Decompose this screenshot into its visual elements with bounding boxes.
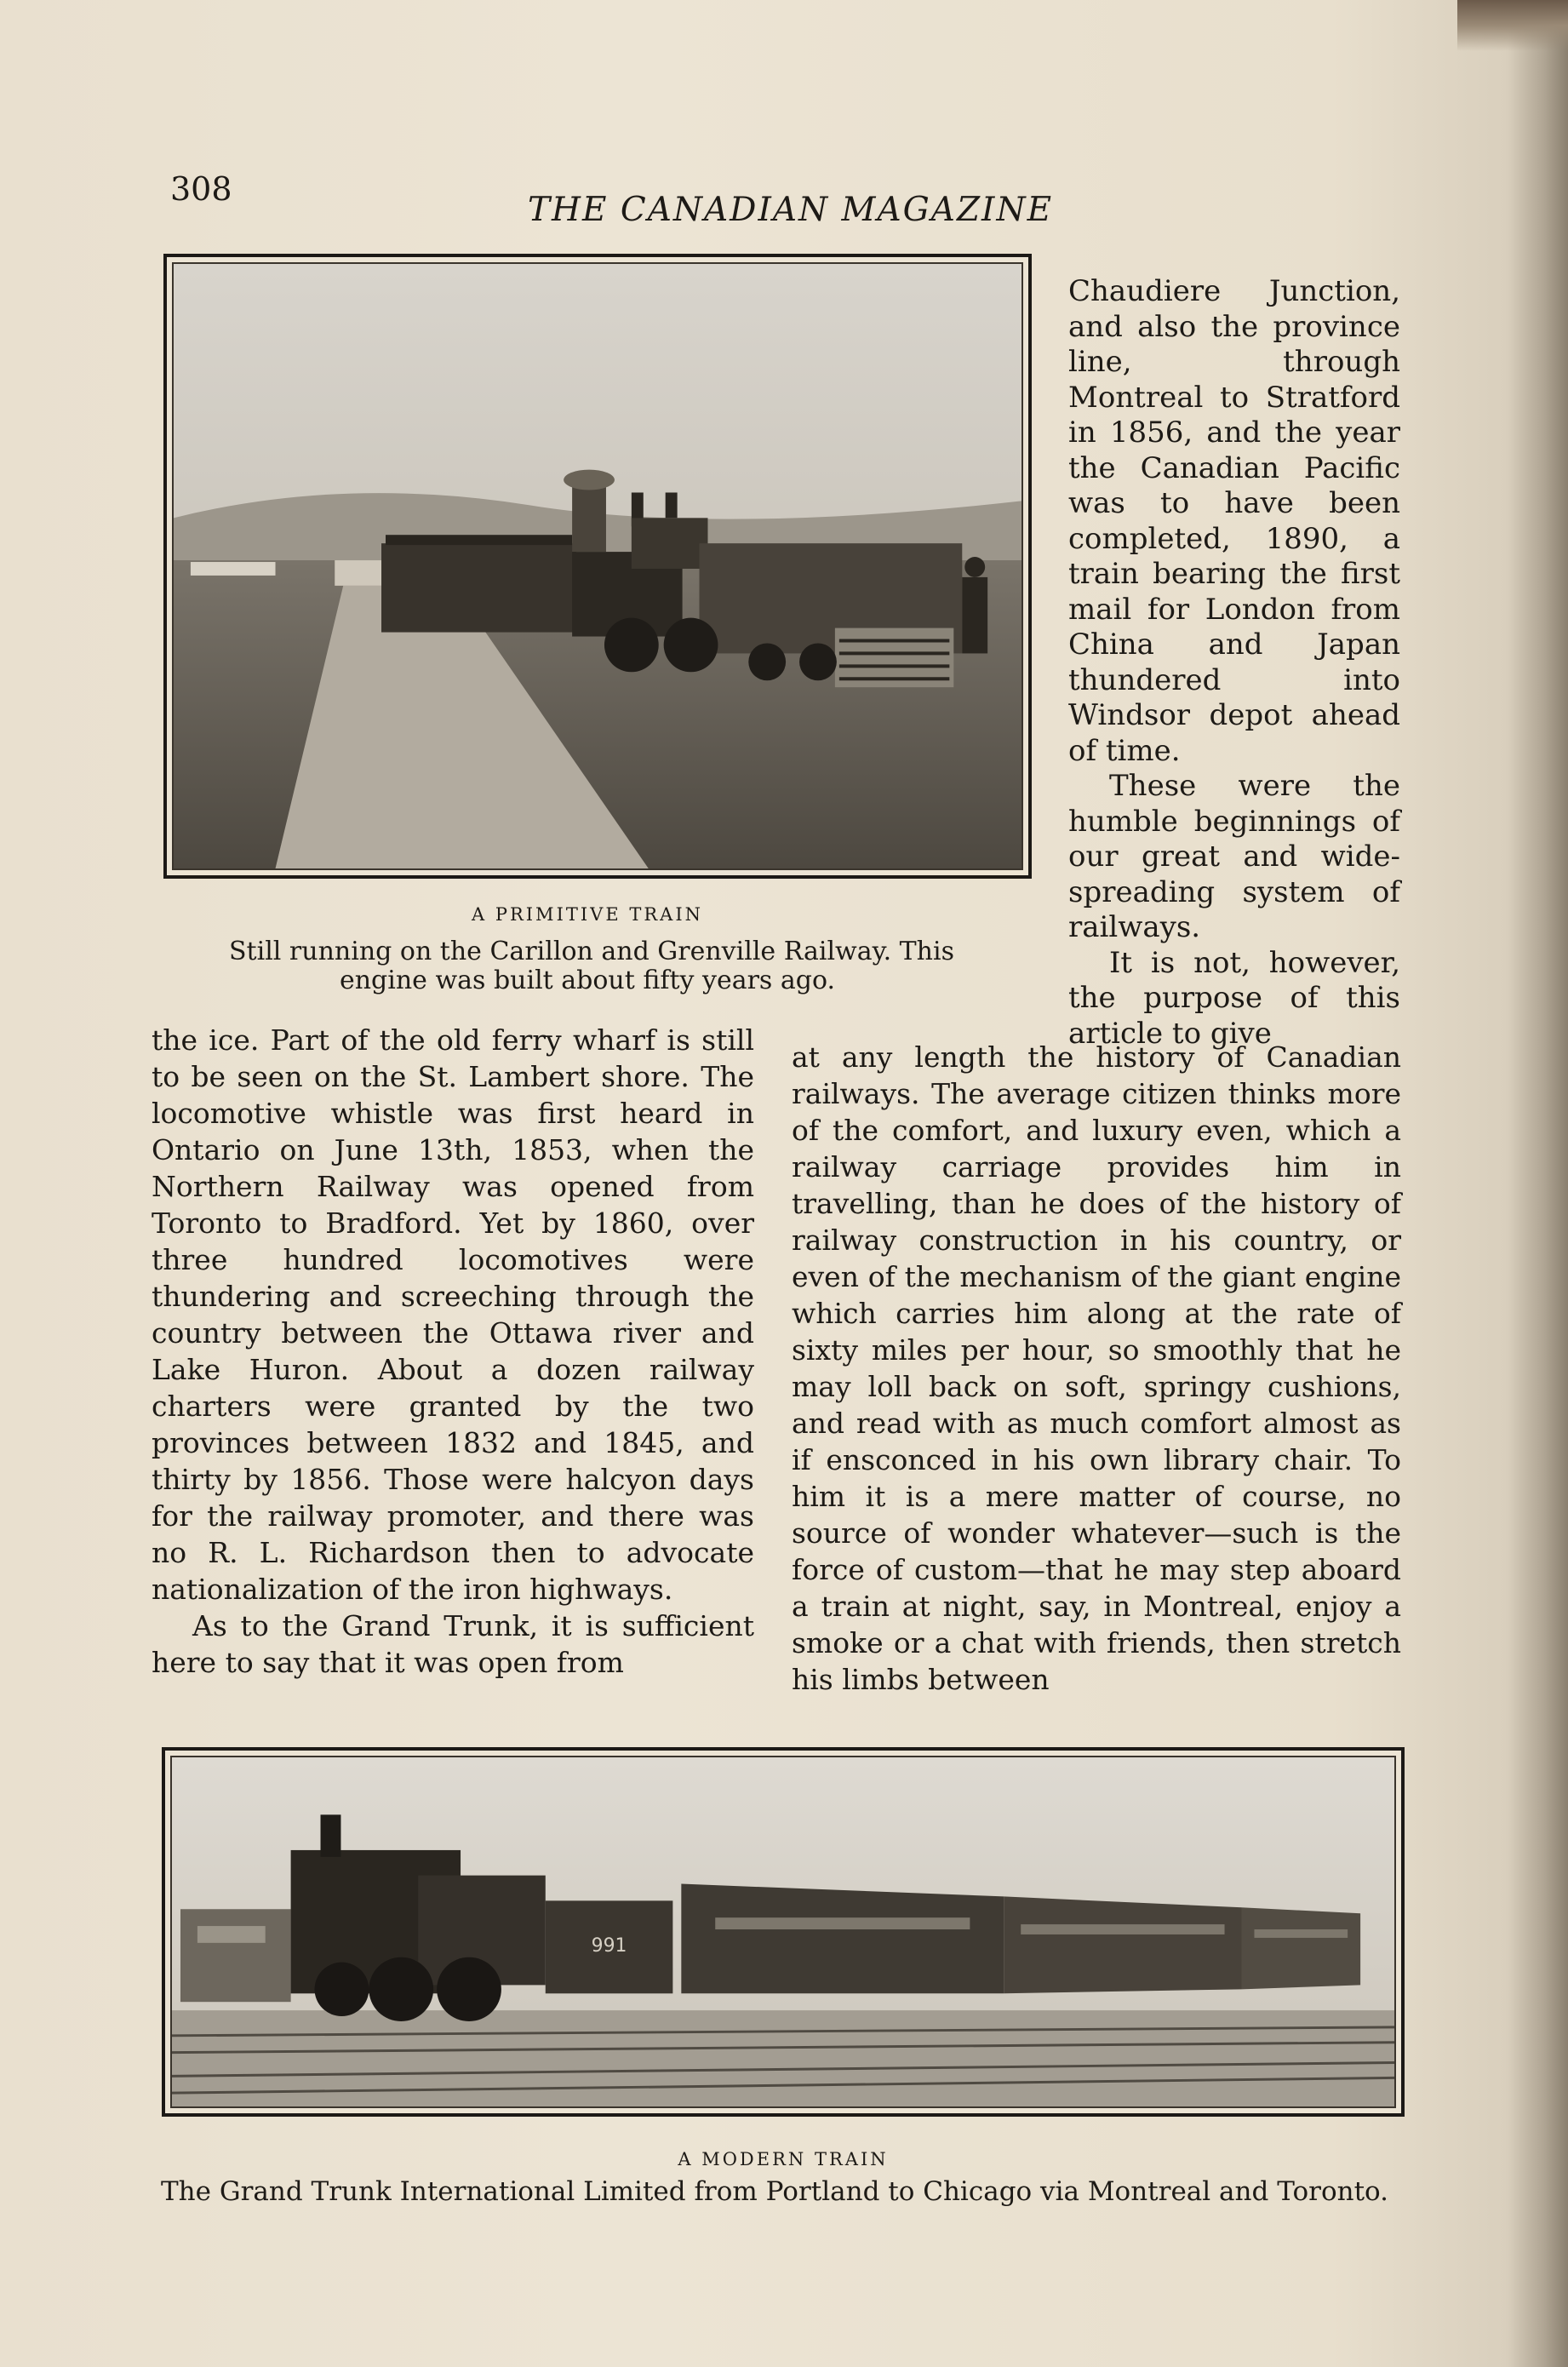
primitive-train-caption-title: A PRIMITIVE TRAIN — [471, 904, 703, 925]
modern-train-photo — [162, 1747, 1405, 2117]
book-edge — [1457, 0, 1568, 51]
paragraph: the ice. Part of the old ferry wharf is still to be seen on the St. Lambert shore. The locomotive whistle was first heard in Ontario on June 13th, 1853, when the Northern Railway was opened from Toronto to Bradford. Yet by 1860, over three hundred locomotives were thundering and screeching through the country between the Ottawa river and Lake Huron. About a dozen railway charters were granted by the two provinces between 1832 and 1845, and thirty by 1856. Those were halcyon days for the railway promoter, and there was no R. L. Richardson then to advocate nationalization of the iron highways. — [152, 1023, 754, 1606]
primitive-train-caption-line2: engine was built about fifty years ago. — [339, 966, 836, 995]
running-head: THE CANADIAN MAGAZINE — [528, 191, 1054, 229]
modern-train-caption: The Grand Trunk International Limited from Portland to Chicago via Montreal and Toronto. — [160, 2176, 1389, 2207]
right-top-text-column — [1068, 274, 1400, 1052]
paragraph: These were the humble beginnings of our great and wide-spreading system of railways. — [1068, 769, 1400, 944]
modern-train-caption-title: A MODERN TRAIN — [678, 2149, 889, 2169]
page-gutter-shadow — [1508, 0, 1568, 2367]
primitive-train-image — [174, 264, 1021, 868]
primitive-train-caption-line1: Still running on the Carillon and Grenville Railway. This — [229, 937, 954, 966]
primitive-train-photo — [163, 254, 1032, 879]
left-text-column — [152, 1022, 754, 1681]
engine-number: 991 — [591, 1934, 627, 1957]
page-number: 308 — [170, 170, 232, 208]
right-text-column — [792, 1039, 1401, 1698]
paragraph: at any length the history of Canadian railways. The average citizen thinks more of the comfort, and luxury even, which a railway carriage provides him in travelling, than he does of the history of railway construction in his country, or even of the mechanism of the giant engine which carries him along at the rate of sixty miles per hour, so smoothly that he may loll back on soft, springy cushions, and read with as much comfort almost as if ensconced in his own library chair. To him it is a mere matter of course, no source of wonder whatever—such is the force of custom—that he may step aboard a train at night, say, in Montreal, enjoy a smoke or a chat with friends, then stretch his limbs between — [792, 1040, 1401, 1696]
paragraph: Chaudiere Junction, and also the province line, through Montreal to Stratford in 1856, and the year the Canadian Pacific was to have been completed, 1890, a train bearing the first mail for London from China and Japan thundered into Windsor depot ahead of time. — [1068, 274, 1400, 768]
paragraph: As to the Grand Trunk, it is sufficient here to say that it was open from — [152, 1609, 754, 1679]
paragraph: It is not, however, the purpose of this article to give — [1068, 945, 1400, 1051]
modern-train-image — [172, 1757, 1394, 2106]
